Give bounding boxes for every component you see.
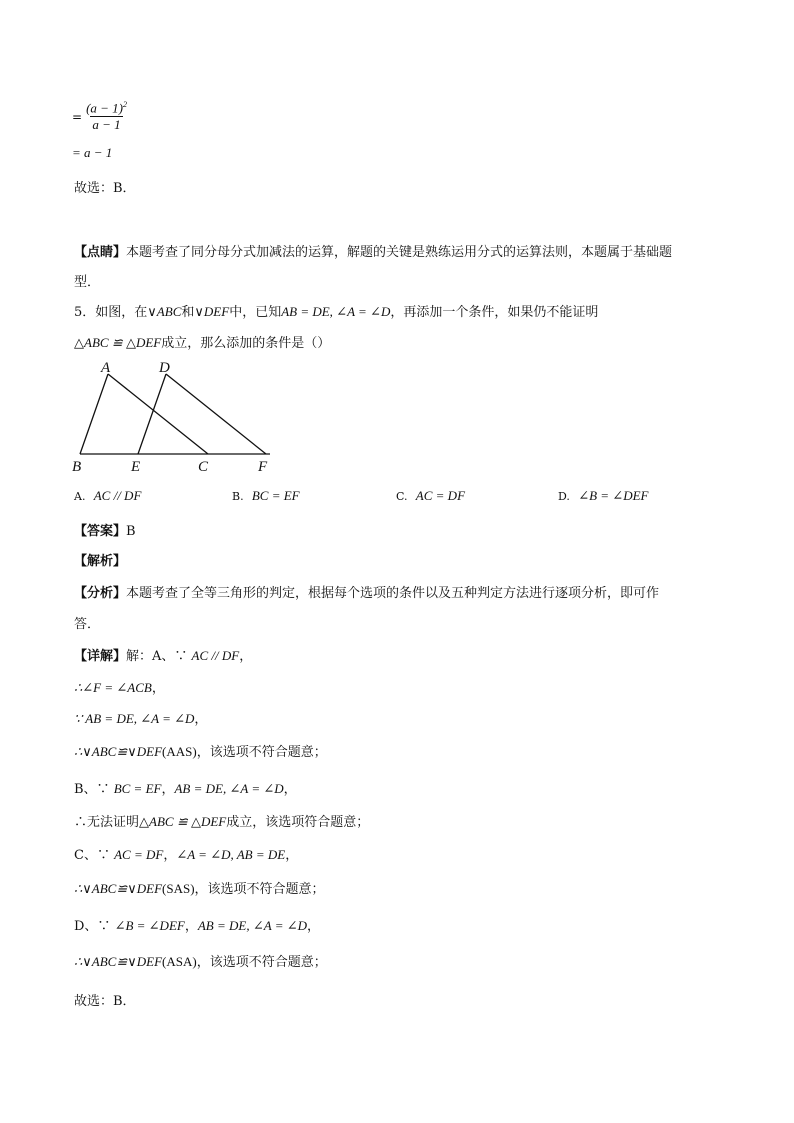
fenxi-line-1: 【分析】本题考查了全等三角形的判定，根据每个选项的条件以及五种判定方法进行逐项分析，即可作: [74, 586, 660, 601]
vertex-c-label: C: [198, 459, 209, 475]
vertex-e-label: E: [131, 459, 141, 475]
detail-line-3: ∵ AB = DE, ∠A = ∠D，: [74, 711, 208, 727]
detail-line-1: 【详解】解：A、∵ AC // DF，: [74, 648, 253, 664]
fraction-numerator: $(a - 1)^2$: [86, 100, 127, 116]
option-c: C. AC = DF: [396, 488, 466, 503]
side-de: [138, 374, 166, 454]
equals-sign: =: [72, 109, 83, 124]
vertex-a-label: A: [101, 360, 111, 376]
answer-line: [74, 520, 136, 539]
fraction-expression: [72, 100, 129, 133]
side-df: [166, 374, 266, 454]
comment-line-1: 【点睛】本题考查了同分母分式加减法的运算，解题的关键是熟练运用分式的运算法则，本题属于基础题: [74, 245, 673, 260]
option-b: B. BC = EF: [232, 488, 300, 503]
vertex-d-label: D: [159, 360, 170, 376]
simplified-result: = a − 1: [72, 145, 113, 160]
triangle-figure: [60, 358, 280, 478]
fraction-denominator: a − 1: [92, 117, 121, 133]
question-5-line-1: 5．如图，在∨ABC和∨DEF中，已知AB = DE, ∠A = ∠D，再添加一个条件，如果仍不能证明: [74, 304, 599, 320]
fenxi-line-2: 答．: [74, 617, 101, 632]
detail-line-6: ∴无法证明△ABC ≌ △DEF成立，该选项符合题意；: [74, 814, 370, 830]
choose-line-2: 故选：B．: [74, 994, 136, 1009]
vertex-b-label: B: [72, 459, 82, 475]
question-5-line-2: △ABC ≌ △DEF成立，那么添加的条件是（）: [74, 335, 331, 351]
detail-line-4: ∴∨ABC≌∨DEF(AAS)，该选项不符合题意；: [74, 744, 327, 760]
vertex-f-label: F: [258, 459, 268, 475]
detail-line-8: ∴∨ABC≌∨DEF(SAS)，该选项不符合题意；: [74, 881, 325, 897]
option-d: D. ∠B = ∠DEF: [558, 488, 649, 503]
side-ac: [108, 374, 208, 454]
answer-value: B: [126, 524, 136, 539]
answer-tag: 【答案】: [74, 524, 127, 539]
detail-line-5: B、∵ BC = EF，AB = DE, ∠A = ∠D，: [74, 781, 297, 797]
comment-tag: 【点睛】: [74, 245, 127, 260]
detail-line-9: D、∵ ∠B = ∠DEF，AB = DE, ∠A = ∠D，: [74, 918, 321, 934]
detail-line-10: ∴∨ABC≌∨DEF(ASA)，该选项不符合题意；: [74, 954, 327, 970]
option-a: A. AC // DF: [74, 488, 142, 503]
analysis-tag: 【解析】: [74, 554, 127, 569]
detail-line-2: ∴∠F = ∠ACB，: [74, 680, 165, 696]
fenxi-tag: 【分析】: [74, 586, 127, 601]
detail-line-7: C、∵ AC = DF，∠A = ∠D, AB = DE，: [74, 847, 299, 863]
choose-line-1: 故选：B．: [74, 181, 136, 196]
comment-line-2: 型．: [74, 275, 101, 290]
side-ab: [80, 374, 108, 454]
